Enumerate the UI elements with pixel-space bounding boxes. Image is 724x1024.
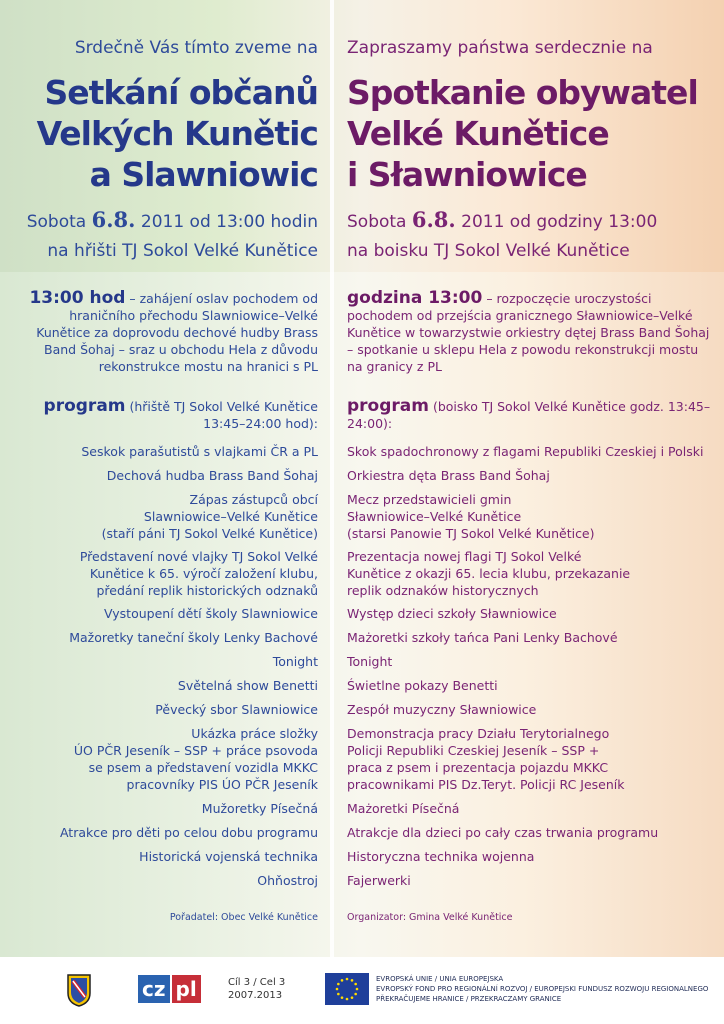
event-date-cz <box>27 205 318 266</box>
intro-pl <box>347 290 712 375</box>
eu-star <box>341 979 344 982</box>
program-item: Demonstracja pracy Działu Terytorialnego Policji Republiki Czeskiej Jeseník – SSP + praca z psem i prezentacja pojazdu MKKC pracownikami PIS Dz.Teryt. Policji RC Jeseník <box>347 726 625 792</box>
program-item: Atrakcje dla dzieci po cały czas trwania programu <box>347 825 659 840</box>
date-rest: 2011 od godziny 13:00 <box>461 212 658 232</box>
czpl-logo <box>138 975 201 1003</box>
program-item: Występ dzieci szkoły Sławniowice <box>347 606 557 621</box>
eu-star <box>356 988 359 991</box>
program-item: Tonight <box>272 654 318 669</box>
eu-line: EVROPSKÁ UNIE / UNIA EUROPEJSKA <box>376 975 504 983</box>
title-line: i Sławniowice <box>347 155 587 194</box>
program-item: Orkiestra dęta Brass Band Šohaj <box>347 468 550 483</box>
intro-lead: 13:00 hod <box>29 288 126 308</box>
event-title-pl <box>347 72 698 195</box>
cz-logo-part: cz <box>138 975 170 1003</box>
program-item: Prezentacja nowej flagi TJ Sokol Velké Kunětice z okazji 65. lecia klubu, przekazanie replik odznaków historycznych <box>347 549 631 598</box>
program-item: Mažoretky taneční školy Lenky Bachové <box>69 630 318 645</box>
date-day: 6.8. <box>411 207 456 232</box>
program-lead: program <box>43 396 126 416</box>
eu-line: PŘEKRAČUJEME HRANICE / PRZEKRACZAMY GRANICE <box>376 995 562 1003</box>
eu-star <box>337 993 340 996</box>
title-line: Setkání občanů <box>44 73 318 112</box>
program-item: Ohňostroj <box>257 873 318 888</box>
organizer-cz: Pořadatel: Obec Velké Kunětice <box>169 912 318 923</box>
program-item: Fajerwerki <box>347 873 411 888</box>
intro-cz <box>20 290 318 375</box>
program-lead: program <box>347 396 429 416</box>
invite-text-pl: Zapraszamy państwa serdecznie na <box>347 38 653 58</box>
date-day: 6.8. <box>91 207 136 232</box>
program-item: Historyczna technika wojenna <box>347 849 535 864</box>
program-note: (hřiště TJ Sokol Velké Kunětice 13:45–24:00 hod): <box>125 399 318 431</box>
program-item: Tonight <box>347 654 393 669</box>
eu-flag-icon <box>325 973 369 1005</box>
event-date-pl <box>347 205 657 266</box>
eu-star <box>354 993 357 996</box>
program-item: Ukázka práce složky ÚO PČR Jeseník – SSP + práce psovoda se psem a představení vozidla MKKC pracovníky PIS ÚO PČR Jeseník <box>73 726 318 792</box>
eu-star <box>341 996 344 999</box>
program-item: Atrakce pro děti po celou dobu programu <box>59 825 318 840</box>
eu-star <box>354 983 357 986</box>
title-line: Spotkanie obywatel <box>347 73 698 112</box>
column-divider <box>330 0 334 957</box>
program-heading-pl <box>347 398 712 432</box>
programme-line: Cíl 3 / Cel 3 <box>228 977 286 988</box>
program-item: Pěvecký sbor Slawniowice <box>155 702 318 717</box>
program-item: Zápas zástupců obcí Slawniowice–Velké Kunětice (staří páni TJ Sokol Velké Kunětice) <box>101 492 318 541</box>
eu-star <box>351 979 354 982</box>
program-item: Dechová hudba Brass Band Šohaj <box>106 468 318 483</box>
date-prefix: Sobota <box>26 212 87 232</box>
event-title-cz <box>37 72 318 195</box>
program-item: Seskok parašutistů s vlajkami ČR a PL <box>81 444 318 459</box>
event-venue-pl: na boisku TJ Sokol Velké Kunětice <box>347 241 630 261</box>
program-item: Mecz przedstawicieli gmin Sławniowice–Velké Kunětice (starsi Panowie TJ Sokol Velké Kunětice) <box>347 492 595 541</box>
intro-text: – rozpoczęcie uroczystości pochodem od przejścia granicznego Sławniowice–Velké Kunětice w towarzystwie orkiestry dętej Brass Band Šohaj – spotkanie u sklepu Hela z powodu rekonstrukcji mostu na granicy z PL <box>347 291 710 374</box>
program-note: (boisko TJ Sokol Velké Kunětice godz. 13:45–24:00): <box>347 399 711 431</box>
program-item: Historická vojenská technika <box>139 849 318 864</box>
program-item: Světelná show Benetti <box>177 678 318 693</box>
coat-of-arms-icon <box>66 973 92 1007</box>
intro-text: – zahájení oslav pochodem od hraničního přechodu Slawniowice–Velké Kunětice za doprovodu dechové hudby Brass Band Šohaj – sraz u obchodu Hela z důvodu rekonstrukce mostu na hranici s PL <box>36 291 318 374</box>
program-heading-cz <box>20 398 318 432</box>
title-line: a Slawniowic <box>89 155 318 194</box>
program-item: Skok spadochronowy z flagami Republiki Czeskiej i Polski <box>347 444 704 459</box>
sponsor-footer <box>0 957 724 1024</box>
eu-star <box>346 978 349 981</box>
eu-star <box>346 998 349 1001</box>
programme-label <box>228 976 285 1002</box>
title-line: Velké Kunětice <box>347 114 609 153</box>
eu-star <box>337 983 340 986</box>
program-item: Představení nové vlajky TJ Sokol Velké Kunětice k 65. výročí založení klubu, předání replik historických odznaků <box>79 549 318 598</box>
organizer-pl: Organizator: Gmina Velké Kunětice <box>347 912 513 923</box>
title-line: Velkých Kunětic <box>36 114 318 153</box>
program-item: Mażoretki Písečná <box>347 801 460 816</box>
program-item: Mażoretki szkoły tańca Pani Lenky Bachové <box>347 630 618 645</box>
program-item: Mužoretky Písečná <box>201 801 318 816</box>
intro-lead: godzina 13:00 <box>347 288 483 308</box>
invite-text-cz: Srdečně Vás tímto zveme na <box>74 38 318 58</box>
programme-years: 2007.2013 <box>228 990 283 1001</box>
program-item: Vystoupení dětí školy Slawniowice <box>104 606 318 621</box>
eu-line: EVROPSKÝ FOND PRO REGIONÁLNÍ ROZVOJ / EUROPEJSKI FUNDUSZ ROZWOJU REGIONALNEGO <box>376 985 709 993</box>
pl-logo-part: pl <box>172 975 201 1003</box>
eu-funding-text <box>376 974 708 1004</box>
date-prefix: Sobota <box>347 212 407 232</box>
date-rest: 2011 od 13:00 hodin <box>140 212 318 232</box>
eu-star <box>351 996 354 999</box>
eu-star <box>336 988 339 991</box>
program-item: Świetlne pokazy Benetti <box>347 678 498 693</box>
program-item: Zespół muzyczny Sławniowice <box>347 702 537 717</box>
event-venue-cz: na hřišti TJ Sokol Velké Kunětice <box>47 241 318 261</box>
